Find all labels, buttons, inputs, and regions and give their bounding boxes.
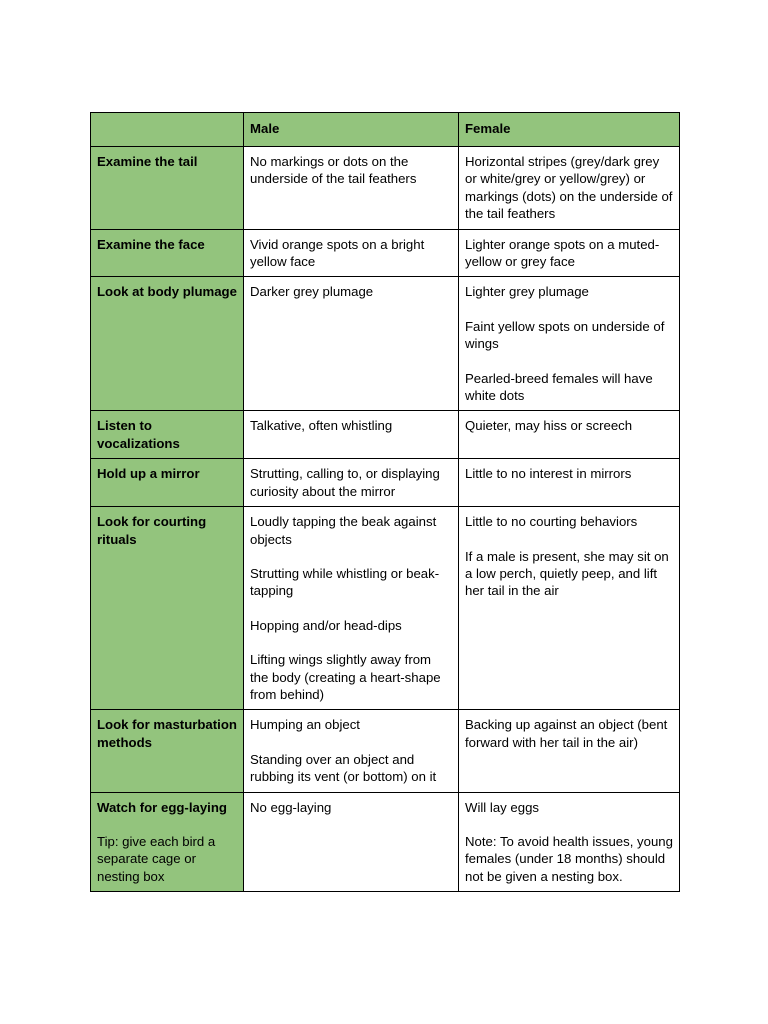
male-paragraph: Vivid orange spots on a bright yellow face	[250, 236, 425, 270]
row-label-cell	[91, 229, 244, 277]
row-label: Look at body plumage	[97, 284, 237, 300]
row-label-cell	[91, 277, 244, 411]
comparison-table	[90, 112, 680, 892]
table-row	[91, 147, 680, 230]
male-cell	[244, 459, 459, 507]
table-row	[91, 459, 680, 507]
female-paragraph: Lighter grey plumage	[465, 284, 589, 300]
female-paragraph: Note: To avoid health issues, young females (under 18 months) should not be given a nesting box.	[465, 833, 673, 884]
male-paragraph: Darker grey plumage	[250, 284, 374, 300]
female-paragraph: Will lay eggs	[465, 799, 540, 815]
female-cell	[459, 229, 680, 277]
header-row	[91, 113, 680, 147]
male-paragraph: Lifting wings slightly away from the body (creating a heart-shape from behind)	[250, 652, 441, 702]
male-paragraph: Strutting while whistling or beak-tapping	[250, 565, 440, 599]
table-row	[91, 792, 680, 892]
row-label: Watch for egg-laying	[97, 799, 227, 815]
male-cell	[244, 411, 459, 459]
female-paragraph: Little to no interest in mirrors	[465, 466, 632, 482]
row-label-cell	[91, 147, 244, 230]
male-paragraph: No egg-laying	[250, 799, 332, 815]
row-label-cell	[91, 459, 244, 507]
row-label: Examine the tail	[97, 154, 198, 169]
male-cell	[244, 229, 459, 277]
male-cell	[244, 507, 459, 710]
row-label-cell	[91, 710, 244, 792]
male-paragraph: Strutting, calling to, or displaying curiosity about the mirror	[250, 466, 440, 499]
female-paragraph: If a male is present, she may sit on a low perch, quietly peep, and lift her tail in the air	[465, 548, 669, 599]
male-cell	[244, 792, 459, 892]
female-paragraph: Quieter, may hiss or screech	[465, 418, 633, 434]
female-paragraph: Backing up against an object (bent forward with her tail in the air)	[465, 717, 668, 750]
table-row	[91, 277, 680, 411]
header-female-cell: Female	[459, 113, 680, 147]
female-cell	[459, 277, 680, 411]
male-paragraph: No markings or dots on the underside of the tail feathers	[250, 154, 417, 187]
female-paragraph: Faint yellow spots on underside of wings	[465, 318, 665, 352]
male-paragraph: Talkative, often whistling	[250, 418, 393, 434]
female-cell	[459, 507, 680, 710]
row-label: Hold up a mirror	[97, 466, 200, 482]
comparison-table-body	[91, 113, 680, 892]
male-cell	[244, 147, 459, 230]
male-cell	[244, 277, 459, 411]
female-cell	[459, 147, 680, 230]
male-paragraph: Standing over an object and rubbing its vent (or bottom) on it	[250, 751, 437, 785]
female-cell	[459, 792, 680, 892]
female-cell	[459, 710, 680, 792]
female-paragraph: Little to no courting behaviors	[465, 514, 638, 530]
row-label-cell	[91, 792, 244, 892]
male-cell	[244, 710, 459, 792]
table-row	[91, 507, 680, 710]
row-label: Listen to vocalizations	[97, 418, 180, 451]
male-paragraph: Loudly tapping the beak against objects	[250, 514, 437, 547]
header-male-cell: Male	[244, 113, 459, 147]
row-label-cell	[91, 507, 244, 710]
row-tip: Tip: give each bird a separate cage or nesting box	[97, 833, 216, 884]
female-paragraph: Lighter orange spots on a muted-yellow or grey face	[465, 236, 660, 270]
row-label: Look for courting rituals	[97, 514, 207, 547]
female-cell	[459, 411, 680, 459]
table-row	[91, 229, 680, 277]
table-row	[91, 411, 680, 459]
male-paragraph: Humping an object	[250, 717, 360, 733]
header-corner-cell	[91, 113, 244, 147]
table-row	[91, 710, 680, 792]
female-paragraph: Pearled-breed females will have white dots	[465, 370, 653, 404]
female-paragraph: Horizontal stripes (grey/dark grey or white/grey or yellow/grey) or markings (dots) on the underside of the tail feathers	[465, 154, 673, 222]
male-paragraph: Hopping and/or head-dips	[250, 617, 402, 633]
row-label: Examine the face	[97, 236, 205, 252]
female-cell	[459, 459, 680, 507]
row-label: Look for masturbation methods	[97, 717, 237, 750]
row-label-cell	[91, 411, 244, 459]
